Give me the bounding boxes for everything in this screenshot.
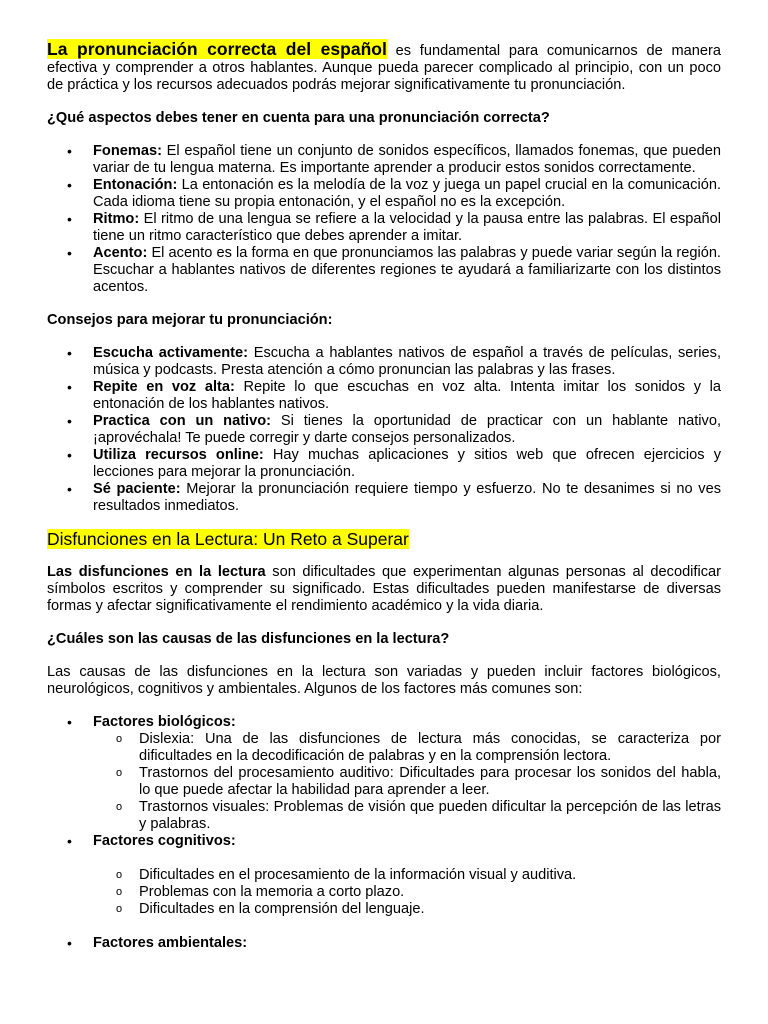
- list-item: [47, 345, 721, 379]
- sublist-item: o Trastornos visuales: Problemas de visión que pueden dificultar la percepción de las letras y palabras.: [47, 799, 721, 833]
- list-item-text: Mejorar la pronunciación requiere tiempo y esfuerzo. No te desanimes si no ves resultados inmediatos.: [93, 481, 721, 514]
- sublist-item: o Dificultades en la comprensión del lenguaje.: [47, 901, 721, 918]
- aspects-list: [47, 143, 721, 296]
- list-item: [47, 177, 721, 211]
- list-item: [47, 245, 721, 296]
- factors-list: [47, 714, 721, 731]
- list-item: [47, 211, 721, 245]
- list-item: [47, 935, 721, 952]
- list-item-term: Sé paciente:: [93, 481, 181, 497]
- list-item-term: Practica con un nativo:: [93, 413, 272, 429]
- list-item-text: El ritmo de una lengua se refiere a la velocidad y la pausa entre las palabras. El español tiene un ritmo característico que debes aprender a imitar.: [93, 211, 721, 244]
- section2-intro-text: son dificultades que experimentan algunas personas al decodificar símbolos escritos y comprender su significado. Estas dificultades pueden manifestarse de diversas formas y afectar significativamente el rendimiento académico y la vida diaria.: [47, 564, 721, 614]
- sublist-item: o Trastornos del procesamiento auditivo: Dificultades para procesar los sonidos del habla, lo que puede afectar la habilidad para aprender a leer.: [47, 765, 721, 799]
- factor-bio-heading: Factores biológicos:: [93, 714, 236, 730]
- list-item: [47, 143, 721, 177]
- bio-sublist: [47, 731, 721, 833]
- sublist-item: o Dislexia: Una de las disfunciones de lectura más conocidas, se caracteriza por dificultades en la decodificación de palabras y en la comprensión lectora.: [47, 731, 721, 765]
- list-item: [47, 714, 721, 731]
- list-item-text: Repite lo que escuchas en voz alta. Intenta imitar los sonidos y la entonación de los hablantes nativos.: [93, 379, 721, 412]
- list-item-text: Escucha a hablantes nativos de español a través de películas, series, música y podcasts. Presta atención a cómo pronuncian las palabras y las frases.: [93, 345, 721, 378]
- list-item-term: Entonación:: [93, 177, 178, 193]
- section2-title: Disfunciones en la Lectura: Un Reto a Superar: [47, 529, 409, 549]
- section1-question: ¿Qué aspectos debes tener en cuenta para una pronunciación correcta?: [47, 110, 550, 126]
- factor-cog-heading: Factores cognitivos:: [93, 833, 236, 849]
- list-item-text: El español tiene un conjunto de sonidos específicos, llamados fonemas, que pueden variar de tu lengua materna. Es importante aprender a producir estos sonidos correctamente.: [93, 143, 721, 176]
- section1-title: La pronunciación correcta del español: [47, 39, 387, 59]
- list-item-term: Repite en voz alta:: [93, 379, 235, 395]
- list-item-term: Acento:: [93, 245, 148, 261]
- list-item: [47, 833, 721, 850]
- list-item-term: Escucha activamente:: [93, 345, 249, 361]
- list-item-text: El acento es la forma en que pronunciamos las palabras y puede variar según la región. Escuchar a hablantes nativos de diferentes regiones te ayudará a familiarizarte con los distintos acentos.: [93, 245, 721, 295]
- list-item: [47, 447, 721, 481]
- list-item-term: Utiliza recursos online:: [93, 447, 264, 463]
- list-item: [47, 481, 721, 515]
- section2-question: ¿Cuáles son las causas de las disfunciones en la lectura?: [47, 631, 450, 647]
- tips-heading: Consejos para mejorar tu pronunciación:: [47, 312, 333, 328]
- list-item-text: Si tienes la oportunidad de practicar con un hablante nativo, ¡aprovéchala! Te puede corregir y darte consejos personalizados.: [93, 413, 721, 446]
- list-item: [47, 379, 721, 413]
- factors-list-cog: [47, 833, 721, 850]
- tips-list: [47, 345, 721, 515]
- section2-intro: [47, 564, 721, 615]
- sublist-item: o Dificultades en el procesamiento de la información visual y auditiva.: [47, 867, 721, 884]
- list-item: [47, 413, 721, 447]
- intro-text: es fundamental para comunicarnos de manera efectiva y comprender a otros hablantes. Aunque pueda parecer complicado al principio, con un poco de práctica y los recursos adecuados podrás mejorar significativamente tu pronunciación.: [47, 43, 721, 93]
- causes-intro: Las causas de las disfunciones en la lectura son variadas y pueden incluir factores biológicos, neurológicos, cognitivos y ambientales. Algunos de los factores más comunes son:: [47, 664, 721, 697]
- section2-title-line: [47, 531, 721, 550]
- sublist-item: o Problemas con la memoria a corto plazo.: [47, 884, 721, 901]
- intro-paragraph: [47, 41, 721, 94]
- list-item-text: Hay muchas aplicaciones y sitios web que ofrecen ejercicios y lecciones para mejorar la pronunciación.: [93, 447, 721, 480]
- factor-amb-heading: Factores ambientales:: [93, 935, 248, 951]
- list-item-term: Ritmo:: [93, 211, 140, 227]
- list-item-term: Fonemas:: [93, 143, 162, 159]
- list-item-text: La entonación es la melodía de la voz y juega un papel crucial en la comunicación. Cada idioma tiene su propia entonación, y el español no es la excepción.: [93, 177, 721, 210]
- cog-sublist: [47, 867, 721, 918]
- section2-intro-term: Las disfunciones en la lectura: [47, 564, 266, 580]
- factors-list-amb: [47, 935, 721, 952]
